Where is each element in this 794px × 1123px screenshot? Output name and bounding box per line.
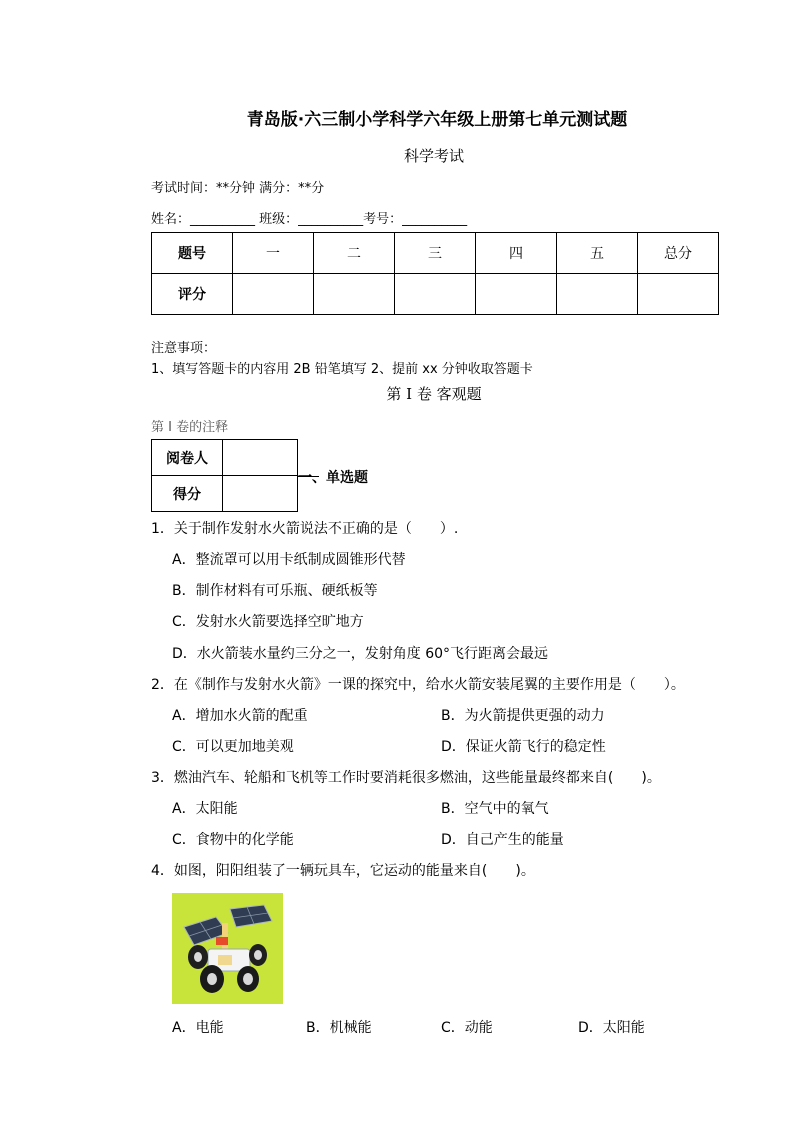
score-entry-cell[interactable]: [233, 274, 314, 315]
volume-note: 第 I 卷的注释: [151, 420, 229, 435]
question-option[interactable]: A．太阳能: [172, 801, 238, 817]
document-title: 青岛版·六三制小学科学六年级上册第七单元测试题: [246, 110, 628, 130]
score-label: 得分: [152, 476, 223, 512]
solar-toy-car-image: [172, 893, 283, 1004]
question-option[interactable]: B．为火箭提供更强的动力: [441, 708, 605, 724]
notes-line: 1、填写答题卡的内容用 2B 铅笔填写 2、提前 xx 分钟收取答题卡: [151, 362, 533, 377]
question-option[interactable]: D．水火箭装水量约三分之一，发射角度 60°飞行距离会最远: [172, 646, 549, 662]
notes-heading: 注意事项：: [151, 341, 217, 356]
question-option[interactable]: A．电能: [172, 1020, 224, 1036]
question-stem: 1．关于制作发射水火箭说法不正确的是（ ）.: [151, 521, 459, 537]
question-option[interactable]: A．整流罩可以用卡纸制成圆锥形代替: [172, 552, 406, 568]
question-option[interactable]: A．增加水火箭的配重: [172, 708, 308, 724]
question-option[interactable]: B．机械能: [306, 1020, 372, 1036]
score-entry-cell[interactable]: [638, 274, 719, 315]
grader-box: [151, 439, 298, 512]
score-entry-cell[interactable]: [557, 274, 638, 315]
question-option[interactable]: C．动能: [441, 1020, 493, 1036]
solar-car-icon: [172, 893, 283, 1004]
reviewer-label: 阅卷人: [152, 440, 223, 476]
question-option[interactable]: D．保证火箭飞行的稳定性: [441, 739, 606, 755]
question-option[interactable]: C．可以更加地美观: [172, 739, 294, 755]
question-option[interactable]: C．食物中的化学能: [172, 832, 294, 848]
score-table-cell: 评分: [152, 274, 233, 315]
score-table-cell: 题号: [152, 233, 233, 274]
score-table: [151, 232, 719, 315]
exam-info: 考试时间：**分钟 满分：**分: [151, 181, 325, 196]
score-table-score-row: [152, 274, 719, 315]
question-option[interactable]: B．制作材料有可乐瓶、硬纸板等: [172, 583, 378, 599]
score-entry-cell[interactable]: [395, 274, 476, 315]
document-subtitle: 科学考试: [403, 147, 464, 165]
score-table-cell: 四: [476, 233, 557, 274]
score-table-cell: 五: [557, 233, 638, 274]
question-stem: 3．燃油汽车、轮船和飞机等工作时要消耗很多燃油，这些能量最终都来自( )。: [151, 770, 661, 786]
question-option[interactable]: C．发射水火箭要选择空旷地方: [172, 614, 364, 630]
score-entry-cell[interactable]: [314, 274, 395, 315]
score-table-cell: 一: [233, 233, 314, 274]
question-option[interactable]: D．自己产生的能量: [441, 832, 564, 848]
score-entry-cell[interactable]: [476, 274, 557, 315]
score-table-cell: 二: [314, 233, 395, 274]
question-stem: 2．在《制作与发射水火箭》一课的探究中，给水火箭安装尾翼的主要作用是（ ）。: [151, 677, 685, 693]
score-table-cell: 三: [395, 233, 476, 274]
score-table-header-row: [152, 233, 719, 274]
student-info-line: 姓名：__________ 班级：__________考号：__________: [151, 212, 468, 227]
section-title: 一、单选题: [298, 470, 368, 486]
reviewer-entry[interactable]: [223, 440, 298, 476]
score-table-cell: 总分: [638, 233, 719, 274]
volume-title: 第 I 卷 客观题: [386, 385, 482, 403]
question-option[interactable]: D．太阳能: [578, 1020, 645, 1036]
score-entry[interactable]: [223, 476, 298, 512]
question-stem: 4．如图，阳阳组装了一辆玩具车，它运动的能量来自( )。: [151, 863, 535, 879]
question-option[interactable]: B．空气中的氧气: [441, 801, 549, 817]
